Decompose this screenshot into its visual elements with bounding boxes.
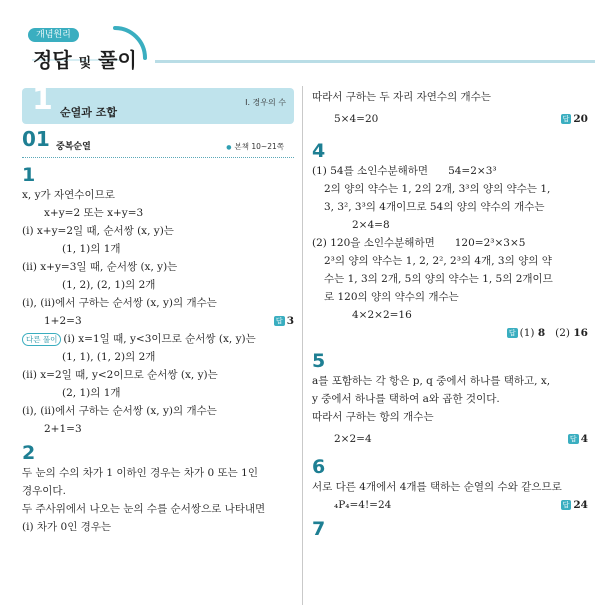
solution-line: 1+2=3 bbox=[44, 315, 82, 327]
answer bbox=[561, 110, 588, 128]
answer bbox=[312, 324, 588, 342]
problem-3-tail bbox=[312, 88, 588, 128]
solution-text: (i) x=1일 때, y<3이므로 순서쌍 (x, y)는 bbox=[63, 333, 256, 345]
solution-line: (i) x+y=2일 때, 순서쌍 (x, y)는 bbox=[22, 225, 174, 237]
topic-number: 01 bbox=[22, 127, 50, 151]
solution-line: 2+1=3 bbox=[44, 423, 82, 435]
solution-line: (i), (ii)에서 구하는 순서쌍 (x, y)의 개수는 bbox=[22, 297, 217, 309]
solution-formula: 120=2³×3×5 bbox=[454, 237, 526, 249]
problem-5 bbox=[312, 350, 588, 448]
answer-chip: 답 bbox=[562, 501, 570, 509]
solution-line: 2의 양의 약수는 1, 2의 2개, 3³의 양의 약수는 1, bbox=[324, 183, 551, 195]
solution-line: a를 포함하는 각 항은 p, q 중에서 하나를 택하고, x, bbox=[312, 375, 551, 387]
answer-label: (1) bbox=[519, 327, 535, 339]
solution-line: (ii) x+y=3일 때, 순서쌍 (x, y)는 bbox=[22, 261, 178, 273]
title-and: 및 bbox=[78, 56, 92, 71]
answer-value: 8 bbox=[537, 327, 546, 339]
topic-page-ref: ● 본책 10~21쪽 bbox=[226, 138, 284, 157]
solution-line: 5×4=20 bbox=[334, 113, 379, 125]
column-divider bbox=[302, 86, 303, 605]
answer-chip: 답 bbox=[569, 435, 577, 443]
solution-line bbox=[312, 234, 588, 252]
solution-line: (2, 1)의 1개 bbox=[62, 387, 121, 399]
solution-line: x, y가 자연수이므로 bbox=[22, 189, 115, 201]
solution-line: (ii) x=2일 때, y<2이므로 순서쌍 (x, y)는 bbox=[22, 369, 218, 381]
answer-value: 16 bbox=[573, 327, 588, 339]
solution-line: 수는 1, 3의 2개, 5의 양의 약수는 1, 5의 2개이므 bbox=[324, 273, 553, 285]
problem-4 bbox=[312, 140, 588, 342]
problem-number: 1 bbox=[22, 164, 36, 186]
solution-formula: 54=2×3³ bbox=[448, 165, 497, 177]
result-row bbox=[22, 312, 294, 330]
page-title bbox=[33, 44, 137, 73]
solution-line: y 중에서 하나를 택하여 a와 곱한 것이다. bbox=[312, 393, 500, 405]
topic-title: 중복순열 bbox=[56, 142, 91, 152]
alt-solution-chip: 다른 풀이 bbox=[22, 333, 61, 346]
answer-chip: 답 bbox=[562, 115, 570, 123]
brand-tag: 개념원리 bbox=[28, 28, 79, 42]
solution-line: 따라서 구하는 두 자리 자연수의 개수는 bbox=[312, 91, 491, 103]
solution-line: (i) 차가 0인 경우는 bbox=[22, 521, 112, 533]
answer-value: 24 bbox=[573, 499, 588, 511]
solution-line: 2×2=4 bbox=[334, 433, 372, 445]
answer-chip: 답 bbox=[508, 329, 516, 337]
result-row bbox=[312, 496, 588, 514]
solution-line: x+y=2 또는 x+y=3 bbox=[44, 207, 144, 219]
solution-line: 로 120의 양의 약수의 개수는 bbox=[324, 291, 459, 303]
solution-line: (i), (ii)에서 구하는 순서쌍 (x, y)의 개수는 bbox=[22, 405, 217, 417]
problem-number: 6 bbox=[312, 456, 326, 478]
problem-7 bbox=[312, 518, 588, 540]
chapter-title: 순열과 조합 bbox=[60, 106, 117, 119]
answer-chip: 답 bbox=[275, 317, 283, 325]
answer-value: 3 bbox=[286, 315, 294, 327]
title-tail: 풀이 bbox=[98, 48, 137, 72]
solution-line: 서로 다른 4개에서 4개를 택하는 순열의 수와 같으므로 bbox=[312, 481, 562, 493]
solution-line bbox=[312, 162, 588, 180]
solution-line: 경우이다. bbox=[22, 485, 66, 497]
solution-text: (2) 120을 소인수분해하면 bbox=[312, 237, 435, 249]
solution-line: 4×2×2=16 bbox=[352, 309, 412, 321]
solution-line: 두 눈의 수의 차가 1 이하인 경우는 차가 0 또는 1인 bbox=[22, 467, 258, 479]
answer bbox=[561, 496, 588, 514]
solution-line: 3, 3², 3³의 4개이므로 54의 양의 약수의 개수는 bbox=[324, 201, 545, 213]
solution-line: ₄P₄=4!=24 bbox=[334, 499, 392, 511]
answer bbox=[568, 430, 588, 448]
solution-line: 2×4=8 bbox=[352, 219, 390, 231]
solution-line: (1, 2), (2, 1)의 2개 bbox=[62, 279, 156, 291]
left-column bbox=[22, 82, 294, 536]
result-row bbox=[312, 110, 588, 128]
answer-value: 20 bbox=[573, 113, 588, 125]
chapter-banner bbox=[22, 82, 294, 124]
right-column bbox=[312, 86, 588, 540]
solution-line: (1, 1), (1, 2)의 2개 bbox=[62, 351, 156, 363]
chapter-number: 1 bbox=[32, 82, 53, 117]
answer bbox=[274, 312, 294, 330]
answer-label: (2) bbox=[555, 327, 571, 339]
solution-line: 두 주사위에서 나오는 눈의 수를 순서쌍으로 나타내면 bbox=[22, 503, 266, 515]
solution-text: (1) 54를 소인수분해하면 bbox=[312, 165, 429, 177]
topic-rule bbox=[22, 156, 294, 158]
problem-6 bbox=[312, 456, 588, 514]
title-main: 정답 bbox=[33, 48, 72, 72]
problem-number: 5 bbox=[312, 350, 326, 372]
problem-2 bbox=[22, 442, 294, 536]
problem-number: 7 bbox=[312, 518, 326, 540]
solution-line bbox=[22, 330, 294, 348]
chapter-section: I. 경우의 수 bbox=[245, 98, 286, 107]
topic-heading bbox=[22, 127, 294, 160]
problem-number: 4 bbox=[312, 140, 326, 162]
answer-value: 4 bbox=[580, 433, 588, 445]
problem-number: 2 bbox=[22, 442, 36, 464]
problem-1 bbox=[22, 164, 294, 438]
result-row bbox=[312, 430, 588, 448]
solution-line: 따라서 구하는 항의 개수는 bbox=[312, 411, 434, 423]
header-rule bbox=[155, 60, 595, 63]
solution-line: (1, 1)의 1개 bbox=[62, 243, 121, 255]
solution-line: 2³의 양의 약수는 1, 2, 2², 2³의 4개, 3의 양의 약 bbox=[324, 255, 552, 267]
